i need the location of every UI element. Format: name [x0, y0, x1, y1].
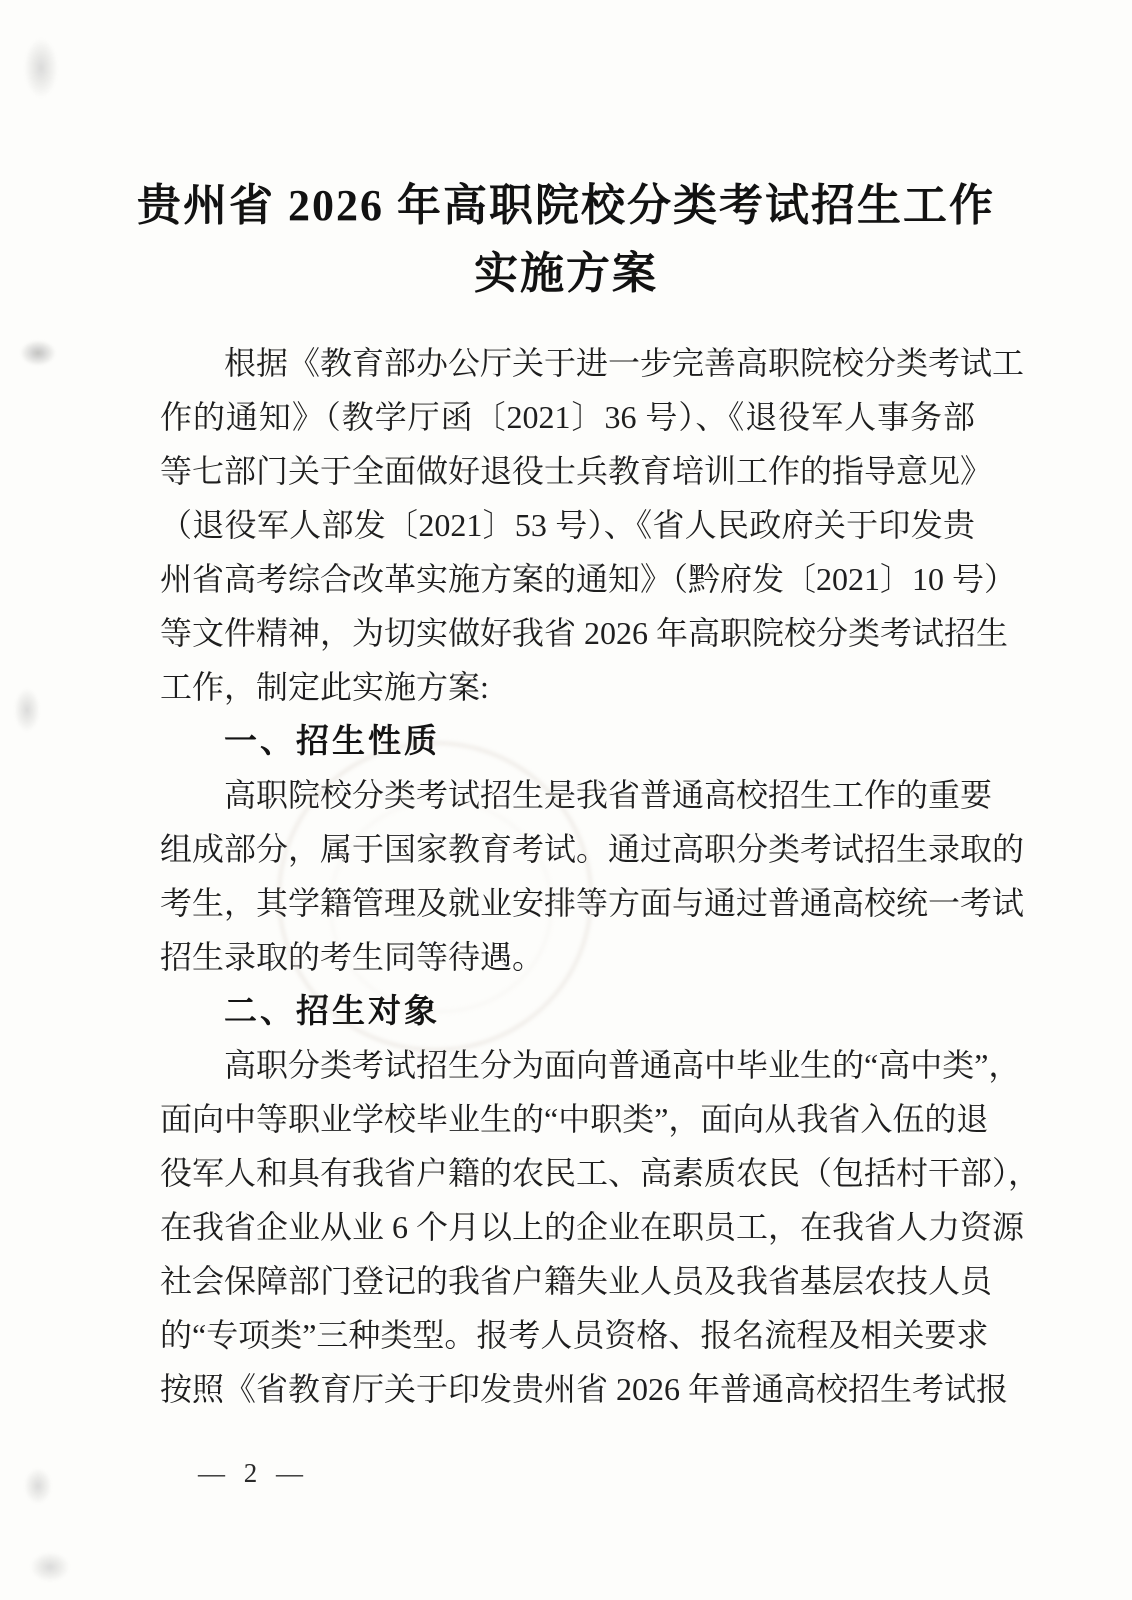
section-heading-1: 一、招生性质 — [224, 722, 440, 759]
intro-line: 等文件精神，为切实做好我省 2026 年高职院校分类考试招生 — [160, 615, 1009, 651]
intro-line: 工作，制定此实施方案: — [160, 669, 489, 705]
section1-line: 考生，其学籍管理及就业安排等方面与通过普通高校统一考试 — [160, 885, 1025, 921]
section1-line: 组成部分，属于国家教育考试。通过高职分类考试招生录取的 — [160, 831, 1025, 867]
scan-smudge — [24, 1468, 52, 1504]
intro-line: （退役军人部发〔2021〕53 号）、《省人民政府关于印发贵 — [160, 507, 975, 543]
intro-line: 州省高考综合改革实施方案的通知》（黔府发〔2021〕10 号） — [160, 561, 1017, 597]
intro-line: 根据《教育部办公厅关于进一步完善高职院校分类考试工 — [224, 345, 1025, 381]
section-heading-2: 二、招生对象 — [224, 992, 440, 1029]
document-body — [160, 336, 1041, 1416]
section1-line: 招生录取的考生同等待遇。 — [160, 939, 545, 975]
section2-line: 高职分类考试招生分为面向普通高中毕业生的“高中类”， — [224, 1047, 1021, 1083]
section2-line: 的“专项类”三种类型。报考人员资格、报名流程及相关要求 — [160, 1317, 989, 1353]
section2-line: 社会保障部门登记的我省户籍失业人员及我省基层农技人员 — [160, 1263, 993, 1299]
page-number: — 2 — — [198, 1458, 309, 1488]
section2-line: 在我省企业从业 6 个月以上的企业在职员工，在我省人力资源 — [160, 1209, 1025, 1245]
scan-smudge — [20, 340, 56, 366]
section1-line: 高职院校分类考试招生是我省普通高校招生工作的重要 — [224, 777, 993, 813]
section2-line: 按照《省教育厅关于印发贵州省 2026 年普通高校招生考试报 — [160, 1371, 1009, 1407]
title-line-2: 实施方案 — [474, 249, 658, 298]
section2-line: 役军人和具有我省户籍的农民工、高素质农民（包括村干部）， — [160, 1155, 1041, 1191]
title-line-1: 贵州省 2026 年高职院校分类考试招生工作 — [137, 181, 995, 230]
scan-smudge — [30, 1552, 70, 1582]
intro-line: 等七部门关于全面做好退役士兵教育培训工作的指导意见》 — [160, 453, 993, 489]
scan-smudge — [14, 688, 40, 732]
document-title — [0, 0, 1132, 308]
section2-line: 面向中等职业学校毕业生的“中职类”，面向从我省入伍的退 — [160, 1101, 989, 1137]
intro-line: 作的通知》（教学厅函〔2021〕36 号）、《退役军人事务部 — [160, 399, 975, 435]
